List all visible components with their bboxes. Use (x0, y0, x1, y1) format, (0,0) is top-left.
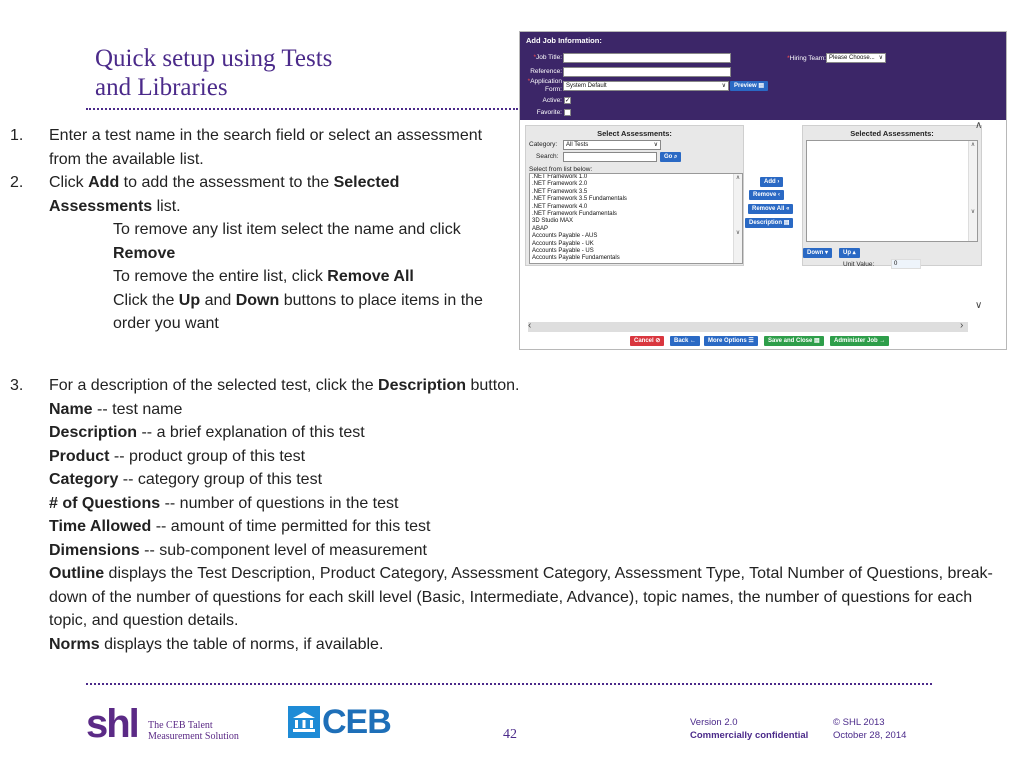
definition-item: Outline displays the Test Description, Product Category, Assessment Category, Assessment Type, Total Number of Questions, break-down of the number of questions for each skill level (Basic, Intermediate, Advance), topic names, the number of questions for each topic, and question details. (49, 565, 993, 629)
add-job-header (520, 32, 1006, 120)
list-item[interactable]: .NET Framework Fundamentals (532, 211, 617, 218)
shl-logo: shl (86, 702, 138, 746)
add-job-title: Add Job Information: (526, 36, 602, 45)
ceb-logo: CEB (322, 703, 391, 741)
application-form-label: *Application Form: (527, 78, 562, 93)
chevron-left-icon[interactable]: ‹ (528, 320, 532, 331)
step-3-definitions (10, 398, 1010, 657)
ceb-logo-icon (288, 706, 320, 738)
select-from-label: Select from list below: (529, 166, 593, 173)
step-3-intro: For a description of the selected test, click the Description button. (49, 377, 520, 394)
chevron-down-icon: ∨ (878, 55, 883, 61)
job-title-label: *Job Title: (533, 54, 562, 61)
copyright-text: © SHL 2013 (833, 717, 885, 728)
horizontal-scrollbar[interactable] (528, 322, 968, 332)
administer-job-button[interactable]: Administer Job → (830, 336, 889, 346)
remove-all-button[interactable]: Remove All « (748, 204, 793, 214)
select-assessments-title: Select Assessments: (597, 129, 672, 138)
step-2-text: Click Add to add the assessment to the Selected Assessments list. (49, 174, 400, 215)
list-item[interactable]: Accounts Payable - US (532, 248, 594, 255)
list-scrollbar[interactable]: ∧ ∨ (733, 174, 742, 263)
reference-input[interactable] (563, 67, 731, 77)
slide-title-line-2: and Libraries (95, 74, 228, 101)
list-item[interactable]: 3D Studio MAX (532, 218, 574, 225)
category-select[interactable]: All Tests ∨ (563, 140, 661, 150)
definition-item: Product -- product group of this test (49, 447, 306, 465)
search-input[interactable] (563, 152, 657, 162)
steps-list (10, 124, 500, 336)
add-job-screenshot (519, 31, 1007, 350)
list-item[interactable]: Accounts Payable - UK (532, 240, 594, 247)
step-2-sub-remove: To remove any list item select the name and click Remove (113, 221, 461, 262)
back-button[interactable]: Back ← (670, 336, 700, 346)
description-icon: ▤ (783, 220, 790, 226)
application-form-select[interactable]: System Default ∨ (563, 81, 729, 91)
favorite-checkbox[interactable] (564, 109, 571, 116)
list-item[interactable]: ABAP (532, 225, 549, 232)
chevron-up-icon[interactable]: ∧ (975, 120, 983, 131)
definition-item: Dimensions -- sub-component level of measurement (49, 541, 427, 559)
reference-label: Reference: (530, 68, 562, 75)
date-text: October 28, 2014 (833, 730, 907, 741)
search-label: Search: (536, 153, 559, 160)
hiring-team-label: *Hiring Team: (787, 55, 826, 62)
chevron-down-icon: ∨ (653, 142, 658, 148)
confidential-text: Commercially confidential (690, 730, 809, 741)
down-button[interactable]: Down ▾ (803, 248, 832, 258)
definition-item: Time Allowed -- amount of time permitted for this test (49, 518, 431, 535)
selected-assessments-title: Selected Assessments: (850, 129, 934, 138)
active-label: Active: (542, 97, 562, 104)
step-1-number: 1. (10, 127, 24, 144)
step-2-sub-up-down: Click the Up and Down buttons to place items in the order you want (113, 291, 483, 332)
active-checkbox[interactable]: ✓ (565, 98, 571, 104)
step-1 (10, 124, 500, 171)
definition-item: Name -- test name (49, 400, 183, 418)
definition-item: # of Questions -- number of questions in the test (49, 494, 399, 512)
chevron-down-icon: ∨ (721, 83, 726, 89)
selected-assessments-panel (802, 125, 982, 266)
version-text: Version 2.0 (690, 717, 738, 728)
preview-button[interactable]: Preview ▤ (730, 81, 768, 91)
up-button[interactable]: Up ▴ (839, 248, 860, 258)
chevron-right-icon[interactable]: › (960, 320, 964, 331)
go-button[interactable]: Go ⌕ (660, 152, 681, 162)
chevron-down-icon[interactable]: ∨ (975, 300, 983, 311)
list-item[interactable]: .NET Framework 4.0 (532, 203, 588, 210)
save-close-button[interactable]: Save and Close ▤ (764, 336, 824, 346)
step-2 (10, 171, 500, 218)
description-button[interactable]: Description ▤ (745, 218, 793, 228)
search-icon: ⌕ (674, 154, 678, 160)
step-1-text: Enter a test name in the search field or select an assessment from the available list. (49, 127, 483, 168)
list-item[interactable]: .NET Framework 2.0 (532, 181, 588, 188)
remove-button[interactable]: Remove ‹ (749, 190, 784, 200)
step-3 (10, 374, 1010, 656)
unit-value-field: 0 (891, 259, 921, 269)
definition-item: Norms displays the table of norms, if available. (49, 635, 384, 653)
available-assessments-list[interactable] (529, 173, 743, 264)
definition-item: Description -- a brief explanation of this test (49, 424, 365, 441)
preview-icon: ▤ (758, 83, 765, 89)
unit-value-label: Unit Value: (843, 261, 875, 268)
copyright-info (833, 716, 906, 742)
slide-title-line-1: Quick setup using Tests (95, 45, 333, 72)
add-button[interactable]: Add › (760, 177, 783, 187)
title-divider (86, 108, 518, 110)
job-title-input[interactable] (563, 53, 731, 63)
step-2-sub-remove-all: To remove the entire list, click Remove All (113, 268, 414, 285)
category-label: Category: (529, 141, 558, 148)
version-info (690, 716, 808, 742)
hiring-team-select[interactable]: Please Choose... ∨ (826, 53, 886, 63)
slide-title (95, 44, 495, 102)
more-options-button[interactable]: More Options ☰ (704, 336, 758, 346)
assessment-selector (520, 120, 1006, 350)
list-item[interactable]: Accounts Payable - AUS (532, 233, 598, 240)
definition-item: Category -- category group of this test (49, 471, 323, 488)
list-item[interactable]: .NET Framework 1.0 (532, 174, 588, 180)
list-item[interactable]: .NET Framework 3.5 (532, 188, 588, 195)
selected-list-scrollbar[interactable]: ∧ ∨ (968, 141, 977, 241)
cancel-button[interactable]: Cancel ⊘ (630, 336, 664, 346)
shl-tagline: The CEB Talent Measurement Solution (148, 720, 239, 742)
select-assessments-panel (525, 125, 744, 266)
list-item[interactable]: .NET Framework 3.5 Fundamentals (532, 196, 627, 203)
step-3-number: 3. (10, 377, 24, 394)
footer-divider (86, 683, 932, 685)
favorite-label: Favorite: (536, 109, 562, 116)
page-number: 42 (503, 727, 517, 742)
list-item[interactable]: Accounts Payable Fundamentals (532, 255, 620, 262)
step-2-number: 2. (10, 174, 24, 191)
selected-assessments-list[interactable] (806, 140, 978, 242)
